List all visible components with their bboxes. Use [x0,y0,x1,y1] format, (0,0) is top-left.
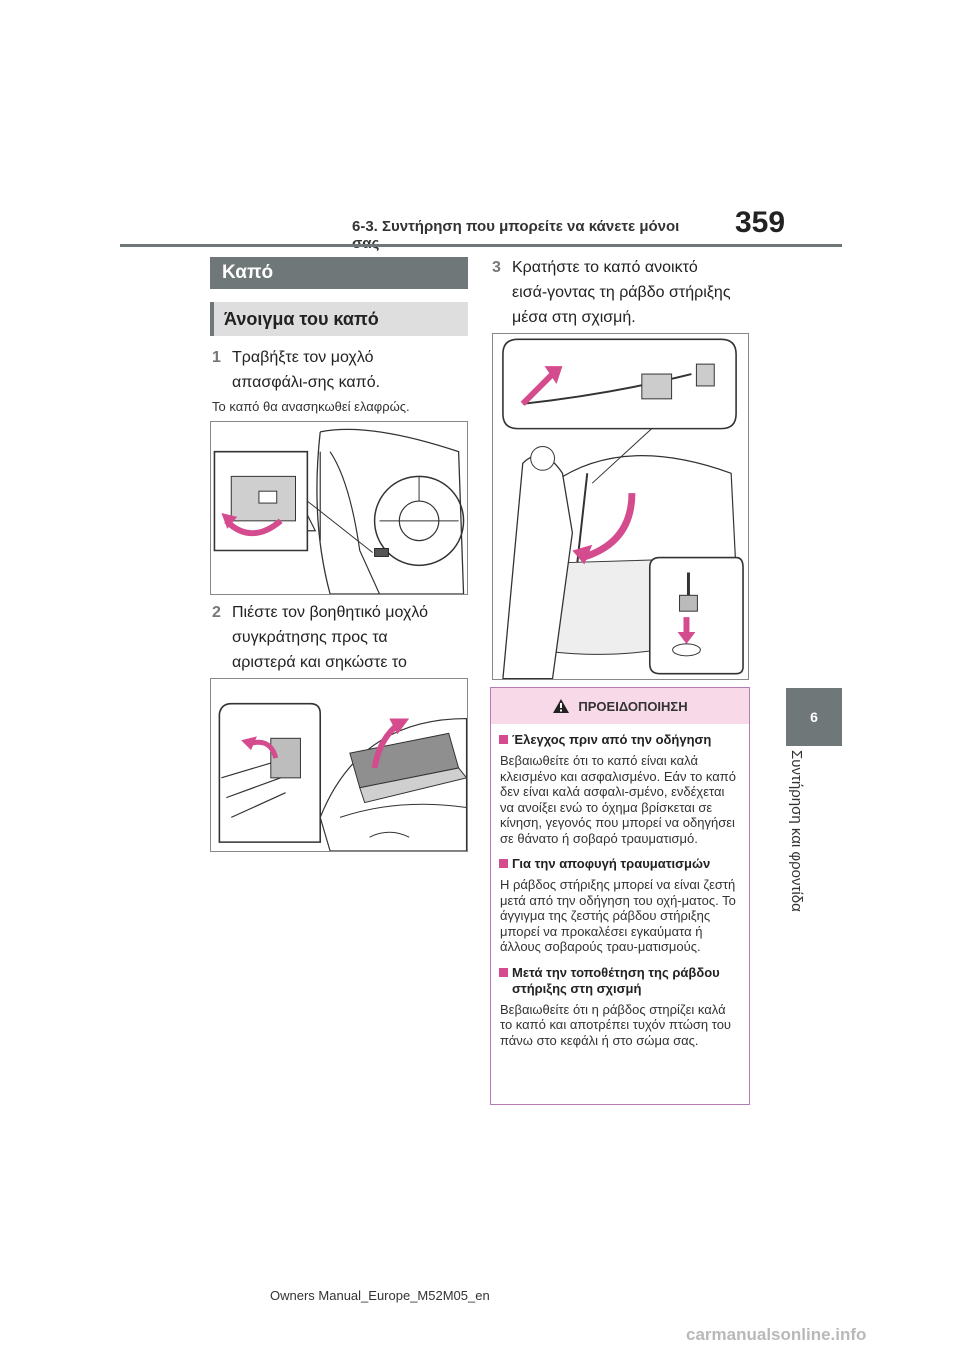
warning-title: ΠΡΟΕΙΔΟΠΟΙΗΣΗ [578,698,688,714]
auxiliary-catch-lever-illustration [211,679,467,851]
page-number: 359 [735,206,786,239]
step-number: 3 [492,259,501,276]
bullet-square-icon [499,968,508,977]
chapter-number: 6 [810,709,818,725]
step-3 [492,255,747,330]
bullet-square-icon [499,859,508,868]
step-text: Κρατήστε το καπό ανοικτό εισά-γοντας τη ράβδο στήριξης μέσα στη σχισμή. [512,259,731,326]
bullet-square-icon [499,735,508,744]
auxiliary-catch-lever-figure [210,678,468,852]
step-1-note: Το καπό θα ανασηκωθεί ελαφρώς. [212,399,410,414]
warning-header [491,688,749,724]
hood-release-lever-figure [210,421,468,595]
warning-box [490,687,750,1105]
hood-release-lever-illustration [211,422,467,594]
chapter-side-label [786,750,842,950]
chapter-label: Συντήρηση και φροντίδα [788,750,805,912]
step-number: 2 [212,604,221,621]
warning-item-body: Η ράβδος στήριξης μπορεί να είναι ζεστή μετά από την οδήγηση του οχή-ματος. Το άγγιγμα της ζεστής ράβδου στήριξης μπορεί να προκαλέσει εγκαύματα ή άλλους σοβαρούς τραυ-ματισμούς. [500,877,736,954]
watermark: carmanualsonline.info [686,1325,867,1344]
support-rod-figure [492,333,749,680]
subsection-title: Άνοιγμα του καπό [210,302,468,336]
step-number: 1 [212,349,221,366]
step-1 [212,345,467,395]
warning-item-heading: Μετά την τοποθέτηση της ράβδου στήριξης στη σχισμή [491,965,749,997]
section-title: Καπό [210,257,468,289]
chapter-tab[interactable] [786,688,842,746]
header-divider [120,244,842,247]
support-rod-illustration [493,334,748,679]
step-text: Πιέστε τον βοηθητικό μοχλό συγκράτησης προς τα αριστερά και σηκώστε το [232,604,429,671]
warning-triangle-icon [552,698,570,714]
footer-text: Owners Manual_Europe_M52M05_en [270,1288,490,1303]
warning-item-body: Βεβαιωθείτε ότι η ράβδος στηρίζει καλά το καπό και αποτρέπει τυχόν πτώση του πάνω στο κεφάλι ή στο σώμα σας. [500,1001,732,1048]
step-text: Τραβήξτε τον μοχλό απασφάλι-σης καπό. [232,349,381,391]
warning-item-heading: Για την αποφυγή τραυματισμών [491,856,749,872]
header-title: 6-3. Συντήρηση που μπορείτε να κάνετε μόνοι [352,218,680,235]
warning-item-heading: Έλεγχος πριν από την οδήγηση [491,732,749,748]
warning-item-body: Βεβαιωθείτε ότι το καπό είναι καλά κλεισμένο και ασφαλισμένο. Εάν το καπό δεν είναι καλά ασφαλι-σμένο, ενδέχεται να ανοίξει ενώ το όχημα βρίσκεται σε κίνηση, γεγονός που μπορεί να οδηγήσει σε θάνατο ή σοβαρό τραυματισμό. [500,753,736,846]
